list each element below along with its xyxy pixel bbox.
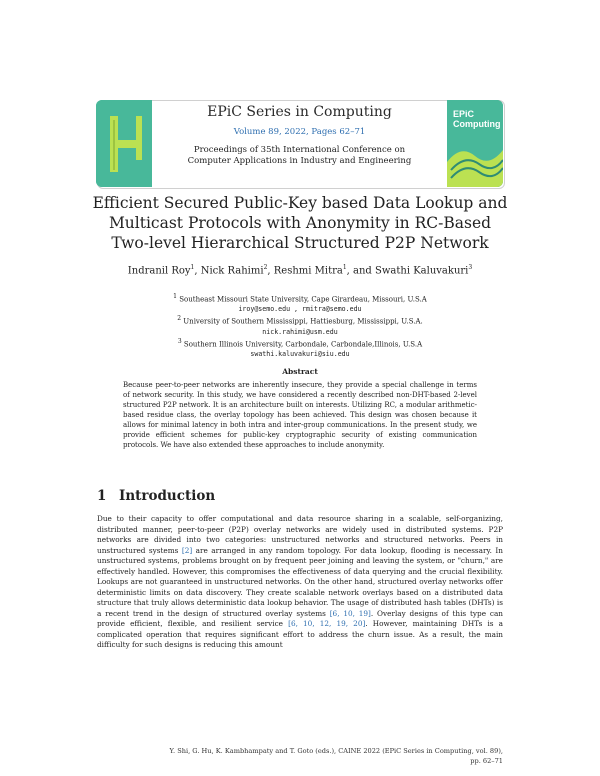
paper-title	[90, 193, 510, 253]
affiliation-email[interactable]: iroy@semo.edu , rmitra@semo.edu	[238, 305, 362, 314]
author-name: Reshmi Mitra	[273, 265, 343, 277]
affiliation-email[interactable]: nick.rahimi@usm.edu	[262, 327, 338, 336]
title-line-3: Two-level Hierarchical Structured P2P Network	[111, 234, 489, 252]
citation-link[interactable]: [6, 10, 19]	[329, 608, 371, 618]
footer-line-2: pp. 62–71	[470, 757, 503, 765]
series-title: EPiC Series in Computing	[207, 104, 392, 120]
section-heading	[97, 488, 215, 504]
affiliation-email[interactable]: swathi.kaluvakuri@siu.edu	[250, 349, 350, 358]
intro-text: are arranged in any random topology. For data lookup, flooding is necessary. In unstructured systems, problems brought on by frequent peer joining and leaving the system, or "churn," are effectively handled. However, this compromises the effectiveness of data querying and the crucial flexibility. Lookups are not guaranteed in unstructured networks. On the other hand, structured overlay networks offer deterministic limits on data discovery. They create scalable network overlays based on a distributed data structure that truly allows deterministic data lookup behavior. The usage of distributed hash tables (DHTs) is a recent trend in the design of structured overlay systems	[97, 545, 504, 618]
proceedings-line-2: Computer Applications in Industry and Engineering	[187, 156, 412, 166]
affiliation-number: 1	[173, 293, 177, 300]
abstract-text: Because peer-to-peer networks are inherently insecure, they provide a special challenge in terms of network security. In this study, we have considered a recently described non-DHT-based 2-level structured P2P network. It is an architecture built on interests. Utilizing RC, a modular arithmetic-based residue class, the overlay topology has been achieved. This design was chosen because it allows for minimal latency in both intra and inter-group communications. In the present study, we provide efficient schemes for public-key cryptographic security of existing communication protocols. We have also extended these approaches to include anonymity.	[123, 381, 477, 449]
affiliation-item	[60, 314, 540, 326]
intro-text: . Overlay designs of this type can provide efficient, flexible, and resilient service	[97, 608, 503, 628]
section-number: 1	[97, 488, 107, 504]
affiliation-item	[60, 292, 540, 304]
page-footer	[97, 746, 503, 766]
epic-logo-text	[453, 109, 501, 129]
epic-logo-word: EPiC	[453, 109, 475, 119]
author-affil-mark: 2	[263, 264, 268, 271]
author-name: Indranil Roy	[127, 265, 191, 277]
title-line-2: Multicast Protocols with Anonymity in RC-Based	[108, 214, 492, 232]
author-name: Nick Rahimi	[200, 265, 264, 277]
computing-logo-word: Computing	[453, 119, 501, 129]
author-name: Swathi Kaluvakuri	[375, 265, 469, 277]
affiliation-place: University of Southern Mississippi, Hattiesburg, Mississippi, U.S.A.	[183, 317, 423, 326]
section-title: Introduction	[119, 488, 216, 504]
epic-series-logo-left	[96, 100, 152, 187]
author-affil-mark: 3	[468, 264, 473, 271]
author-affil-mark: 1	[190, 264, 195, 271]
intro-paragraph	[97, 514, 503, 651]
epic-computing-logo	[447, 100, 503, 187]
citation-link[interactable]: [6, 10, 12, 19, 20]	[288, 619, 366, 628]
chair-logo-icon	[96, 100, 152, 187]
affiliation-number: 2	[177, 315, 182, 323]
abstract-heading: Abstract	[282, 367, 318, 376]
affiliation-place: Southeast Missouri State University, Cape Girardeau, Missouri, U.S.A	[179, 295, 427, 304]
proceedings-text	[152, 145, 447, 167]
intro-text: Due to their capacity to offer computational and data resource sharing in a scalable, self-organizing, distributed manner, peer-to-peer (P2P) overlay networks are widely used in distributed systems. P2P networks are divided into two categories: unstructured networks and structured networks. Peers in unstructured systems	[97, 514, 503, 555]
affiliation-item	[60, 337, 540, 349]
intro-text: . However, maintaining DHTs is a complicated operation that requires significant effort to address the churn issue. As a result, the main difficulty for such designs is reducing this amount	[97, 619, 503, 649]
title-line-1: Efficient Secured Public-Key based Data Lookup and	[92, 194, 508, 212]
affiliation-place: Southern Illinois University, Carbondale, Carbondale,Illinois, U.S.A	[183, 339, 423, 348]
citation-link[interactable]: [2]	[181, 545, 193, 555]
author-affil-mark: 1	[342, 264, 347, 271]
affiliation-list	[60, 292, 540, 359]
volume-link[interactable]: Volume 89, 2022, Pages 62–71	[233, 127, 366, 137]
proceedings-line-1: Proceedings of 35th International Conference on	[193, 145, 406, 155]
affiliation-number: 3	[177, 337, 182, 345]
author-list: Indranil Roy$^1$, Nick Rahimi$^2$, Reshmi Mitra$^1$, and Swathi Kaluvakuri$^3$	[127, 264, 473, 277]
footer-line-1: Y. Shi, G. Hu, K. Kambhampaty and T. Goto (eds.), CAINE 2022 (EPiC Series in Computing, vol. 89),	[169, 747, 503, 755]
